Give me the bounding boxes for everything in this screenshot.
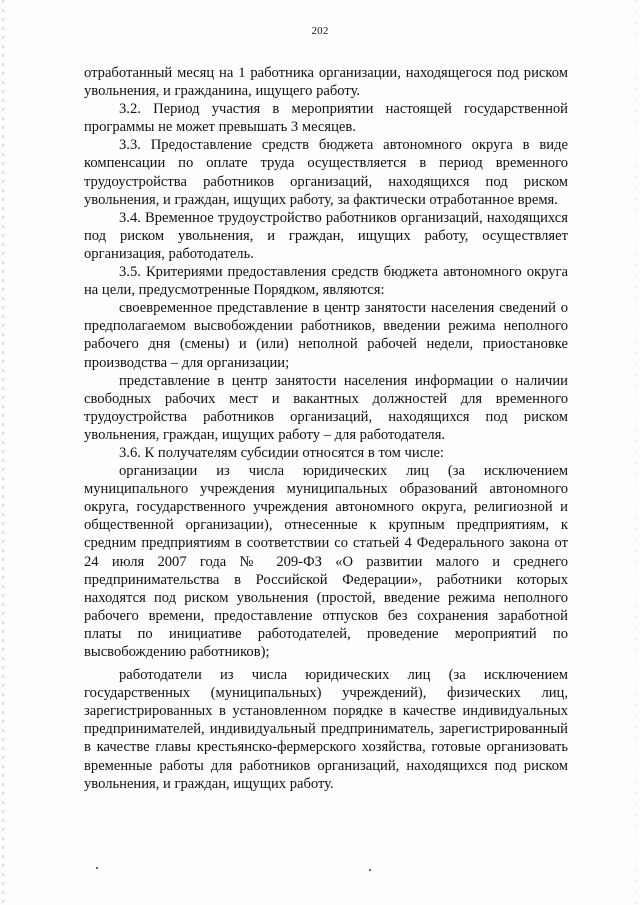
- criteria-item-organization: своевременное представление в центр занятости населения сведений о предполагаемом высвобождении работников, введении режима неполного рабочего дня (смены) и (или) неполной рабочей недели, приостановке производства – для организации;: [84, 300, 568, 371]
- paragraph-continuation: отработанный месяц на 1 работника организации, находящегося под риском увольнения, и гражданина, ищущего работу.: [84, 65, 568, 100]
- scan-edge-right: [636, 0, 637, 905]
- scan-speck: [96, 867, 98, 869]
- page-number: 202: [311, 25, 329, 37]
- paragraph-3-4: 3.4. Временное трудоустройство работников организаций, находящихся под риском увольнения, и граждан, ищущих работу, осуществляет организация, работодатель.: [84, 209, 568, 262]
- paragraph-3-2: 3.2. Период участия в мероприятии настоящей государственной программы не может превышать 3 месяцев.: [84, 101, 568, 136]
- document-body: [84, 64, 568, 793]
- paragraph-3-6: 3.6. К получателям субсидии относятся в том числе:: [119, 444, 444, 461]
- scan-edge-left: [2, 0, 4, 905]
- paragraph-3-5: 3.5. Критериями предоставления средств бюджета автономного округа на цели, предусмотренные Порядком, являются:: [84, 264, 568, 299]
- recipient-item-organizations: организации из числа юридических лиц (за исключением муниципального учреждения муниципальных образований автономного округа, государственного учреждения автономного округа, религиозной и общественной организации), отнесенные к крупным предприятиям, к средним предприятиям в соответствии со статьей 4 Федерального закона от 24 июля 2007 года № 209-ФЗ «О развитии малого и среднего предпринимательства в Российской Федерации», работники которых находятся под риском увольнения (простой, введение режима неполного рабочего времени, предоставление отпусков без сохранения заработной платы по инициативе работодателей, проведение мероприятий по высвобождению работников);: [84, 463, 568, 660]
- criteria-item-employer: представление в центр занятости населения информации о наличии свободных рабочих мест и вакантных должностей для временного трудоустройства работников организаций, находящихся под риском увольнения, граждан, ищущих работу – для работодателя.: [84, 372, 568, 443]
- scan-speck: [369, 869, 371, 871]
- paragraph-3-3: 3.3. Предоставление средств бюджета автономного округа в виде компенсации по оплате труда осуществляется в период временного трудоустройства работников организаций, находящихся под риском увольнения, и граждан, ищущих работу, за фактически отработанное время.: [84, 137, 568, 208]
- recipient-item-employers: работодатели из числа юридических лиц (за исключением государственных (муниципальных) учреждений), физических лиц, зарегистрированных в установленном порядке в качестве индивидуальных предпринимателей, индивидуальный предприниматель, зарегистрированный в качестве главы крестьянско-фермерского хозяйства, готовые организовать временные работы для работников организаций, находящихся под риском увольнения, и граждан, ищущих работу.: [84, 667, 568, 792]
